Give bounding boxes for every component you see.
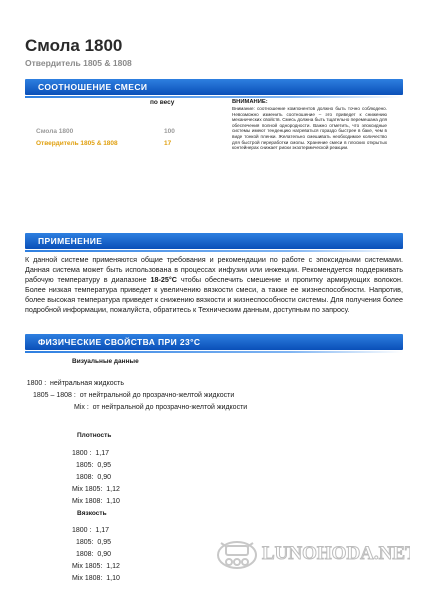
density-line: 1808: 0,90 <box>76 474 112 481</box>
viscosity-line: Mix 1805: 1,12 <box>72 563 120 570</box>
viscosity-line: 1800 : 1,17 <box>72 527 109 534</box>
application-text-1: К данной системе применяются общие требования и рекомендации по работе с эпоксидными системами. Данная система может быть использована в процессах инфузии или инжекции. Рекомендуется поддерживать рабочую температуру в диапазоне <box>25 255 403 284</box>
visual-line: Mix : от нейтральной до прозрачно-желтой жидкости <box>74 404 248 411</box>
warning-text: Внимание: соотношение компонентов должно быть точно соблюдено. Невозможно изменить соотношение – это приведет к снижению механических свойств. Смесь должна быть тщательно перемешана для обеспечения полной однородности. Важно отметить, что эпоксидные системы имеют тенденцию нагреваться гораздо быстрее в баке, чем в виде тонкой пленки. Желательно смешивать необходимое количество для быстрой переработки смолы. Хранение смеси в плоских открытых контейнерах снижает риски экзотермической реакции. <box>232 106 387 151</box>
density-line: 1805: 0,95 <box>76 462 112 469</box>
section-physical-header: ФИЗИЧЕСКИЕ СВОЙСТВА ПРИ 23°C <box>25 334 403 350</box>
watermark-text: LUNOHODA.NET <box>262 543 410 564</box>
application-temp: 18-25°C <box>150 275 177 284</box>
application-text-2: чтобы обеспечить смешение и пропитку армирующих волокон. Более низкая температура приведет к увеличению вязкости смеси, а также ее жизнеспособности. Напротив, более высокая температура приведет к снижению вязкости и жизнеспособности системы. Для получения более подробной информации, пожалуйста, обратитесь к Техническим данным, доступным по запросу. <box>25 275 403 314</box>
page-title: Смола 1800 <box>25 36 123 55</box>
visual-line: 1805 – 1808 : от нейтральной до прозрачно-желтой жидкости <box>33 392 235 399</box>
density-title: Плотность <box>77 432 112 439</box>
mix-row-value: 100 <box>164 128 175 135</box>
viscosity-line: 1805: 0,95 <box>76 539 112 546</box>
mix-row-hardener <box>36 140 172 147</box>
viscosity-line: Mix 1808: 1,10 <box>72 575 120 582</box>
warning-title: ВНИМАНИЕ: <box>232 99 268 105</box>
mix-row-resin <box>36 128 175 135</box>
viscosity-line: 1808: 0,90 <box>76 551 112 558</box>
visual-line: 1800 : нейтральная жидкость <box>26 380 124 387</box>
viscosity-title: Вязкость <box>77 510 107 517</box>
mix-row-name: Отвердитель 1805 & 1808 <box>36 140 118 147</box>
application-paragraph <box>25 255 403 315</box>
mix-row-name: Смола 1800 <box>36 128 74 135</box>
page-subtitle: Отвердитель 1805 & 1808 <box>25 58 132 68</box>
density-line: 1800 : 1,17 <box>72 450 109 457</box>
density-line: Mix 1808: 1,10 <box>72 498 120 505</box>
section-mix-ratio-header: СООТНОШЕНИЕ СМЕСИ <box>25 79 403 95</box>
section-application-header: ПРИМЕНЕНИЕ <box>25 233 403 249</box>
lunokhod-rover-icon <box>215 525 410 575</box>
watermark <box>215 525 410 575</box>
density-line: Mix 1805: 1,12 <box>72 486 120 493</box>
mix-row-value: 17 <box>164 140 172 147</box>
mix-column-header: по весу <box>150 99 175 106</box>
visual-data-title: Визуальные данные <box>72 358 139 365</box>
